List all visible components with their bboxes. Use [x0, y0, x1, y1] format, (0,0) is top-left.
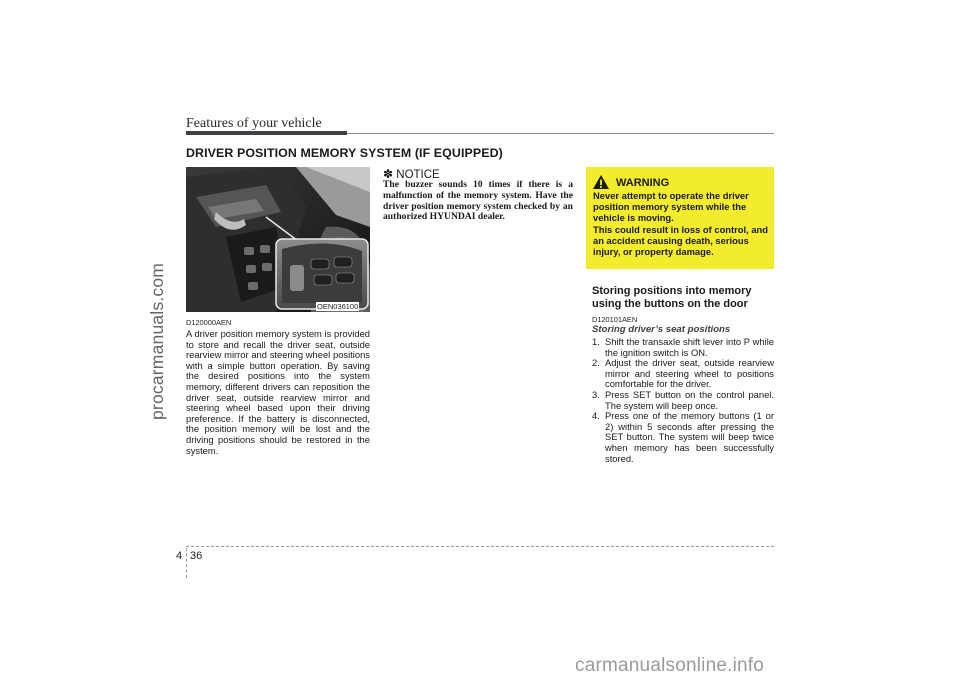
- step-item: 2. Adjust the driver seat, outside rearview mirror and steering wheel to positions comfortable for the driver.: [592, 357, 774, 390]
- section-code: D120000AEN: [186, 318, 232, 327]
- step-item: 3. Press SET button on the control panel. The system will beep once.: [592, 388, 774, 411]
- step-item: 4. Press one of the memory buttons (1 or 2) within 5 seconds after pressing the SET button. The system will beep twice when memory has been successfully stored.: [592, 410, 774, 464]
- storing-heading: Storing positions into memory using the buttons on the door: [592, 285, 752, 310]
- side-watermark: procarmanuals.com: [147, 262, 167, 420]
- door-panel-illustration: [186, 167, 370, 312]
- page-heading: DRIVER POSITION MEMORY SYSTEM (IF EQUIPPED): [186, 146, 503, 160]
- chapter-number: 4: [176, 550, 183, 562]
- warning-title: WARNING: [616, 177, 670, 189]
- storing-steps: [592, 337, 774, 464]
- intro-paragraph: A driver position memory system is provided to store and recall the driver seat, outside rearview mirror and steering wheel positions with a simple button operation. By saving the desired positions into the system memory, different drivers can reposition the driver seat, outside rearview mirror and steering wheel based upon their driving preference. If the battery is disconnected, the position memory will be lost and the driving positions should be restored in the system.: [186, 328, 370, 456]
- step-item: 1. Shift the transaxle shift lever into P while the ignition switch is ON.: [592, 336, 774, 358]
- warning-paragraph: This could result in loss of control, and an accident causing death, serious injury, or property damage.: [593, 224, 769, 257]
- header-rule: [347, 133, 774, 134]
- footer-divider: [186, 548, 187, 578]
- section-title: Features of your vehicle: [186, 116, 322, 131]
- footer-rule: [186, 546, 774, 547]
- storing-code: D120101AEN: [592, 315, 638, 324]
- page-number: 36: [190, 550, 203, 562]
- bottom-watermark: carmanualsonline.info: [575, 655, 765, 676]
- door-panel-photo: [186, 167, 370, 312]
- warning-paragraph: Never attempt to operate the driver position memory system while the vehicle is moving.: [593, 190, 749, 223]
- notice-body: The buzzer sounds 10 times if there is a malfunction of the memory system. Have the driver position memory system checked by an authorized HYUNDAI dealer.: [383, 179, 573, 223]
- warning-body: [593, 191, 769, 260]
- notice-star-icon: ✽: [383, 167, 394, 181]
- notice-title-text: NOTICE: [396, 169, 440, 181]
- storing-subheading: Storing driver’s seat positions: [592, 324, 731, 335]
- image-code: OEN036100: [317, 302, 359, 311]
- header-bar: [186, 131, 347, 135]
